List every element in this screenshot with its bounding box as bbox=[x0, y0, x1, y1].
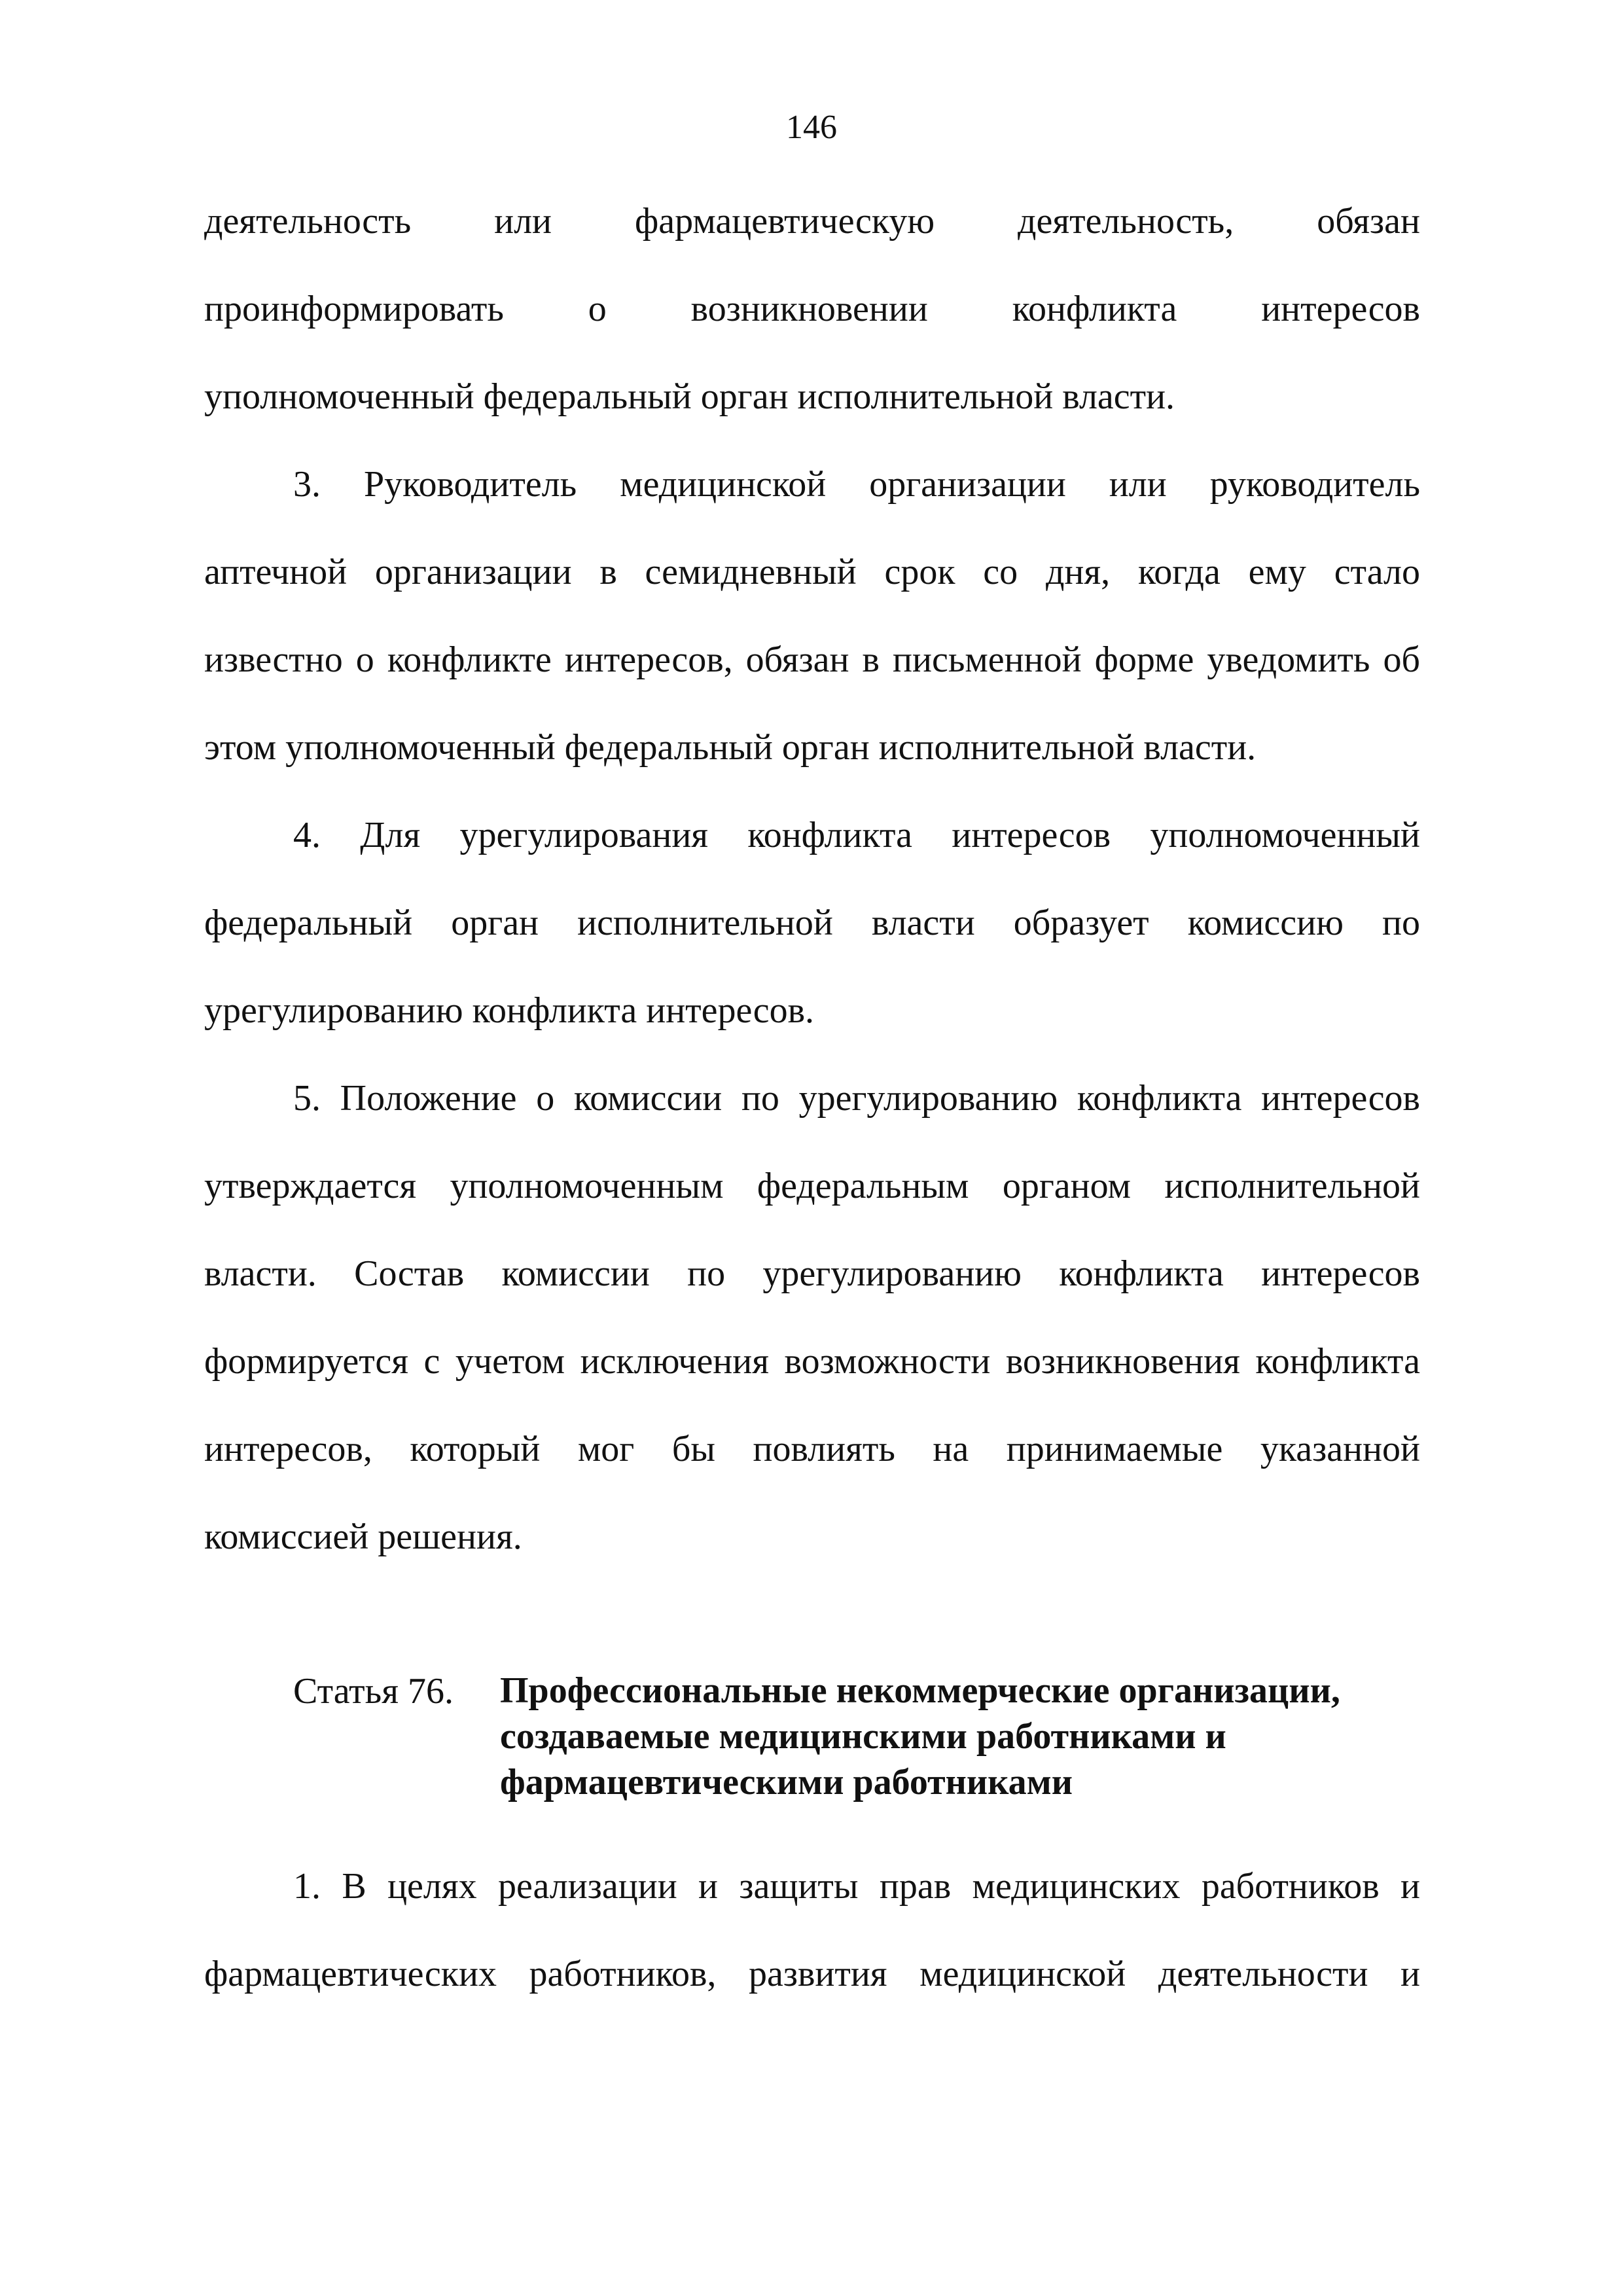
article-title-line: фармацевтическими работниками bbox=[500, 1762, 1073, 1803]
text-line: аптечной организации в семидневный срок со дня, когда ему стало bbox=[204, 552, 1420, 592]
text-line: урегулированию конфликта интересов. bbox=[204, 990, 815, 1031]
text-line: уполномоченный федеральный орган исполнительной власти. bbox=[204, 376, 1175, 417]
text-line: утверждается уполномоченным федеральным органом исполнительной bbox=[204, 1166, 1420, 1206]
article-label: Статья 76. bbox=[293, 1671, 454, 1712]
text-line: известно о конфликте интересов, обязан в письменной форме уведомить об bbox=[204, 639, 1420, 680]
text-line: проинформировать о возникновении конфликта интересов bbox=[204, 289, 1420, 329]
text-line: интересов, который мог бы повлиять на принимаемые указанной bbox=[204, 1429, 1420, 1469]
page-number: 146 bbox=[786, 109, 837, 146]
text-line: федеральный орган исполнительной власти образует комиссию по bbox=[204, 903, 1420, 943]
text-line: 4. Для урегулирования конфликта интересов уполномоченный bbox=[293, 815, 1420, 855]
article-title-line: создаваемые медицинскими работниками и bbox=[500, 1716, 1226, 1757]
text-line: власти. Состав комиссии по урегулированию конфликта интересов bbox=[204, 1253, 1420, 1294]
article-title-line: Профессиональные некоммерческие организации, bbox=[500, 1670, 1340, 1711]
text-line: формируется с учетом исключения возможности возникновения конфликта bbox=[204, 1341, 1420, 1382]
text-line: фармацевтических работников, развития медицинской деятельности и bbox=[204, 1954, 1420, 1994]
text-line: деятельность или фармацевтическую деятельность, обязан bbox=[204, 201, 1420, 242]
text-line: комиссией решения. bbox=[204, 1516, 522, 1557]
article-title bbox=[500, 1668, 1403, 1805]
text-line: 3. Руководитель медицинской организации или руководитель bbox=[293, 464, 1420, 505]
text-line: этом уполномоченный федеральный орган исполнительной власти. bbox=[204, 727, 1257, 768]
text-line: 5. Положение о комиссии по урегулированию конфликта интересов bbox=[293, 1078, 1420, 1119]
text-line: 1. В целях реализации и защиты прав медицинских работников и bbox=[293, 1866, 1420, 1907]
